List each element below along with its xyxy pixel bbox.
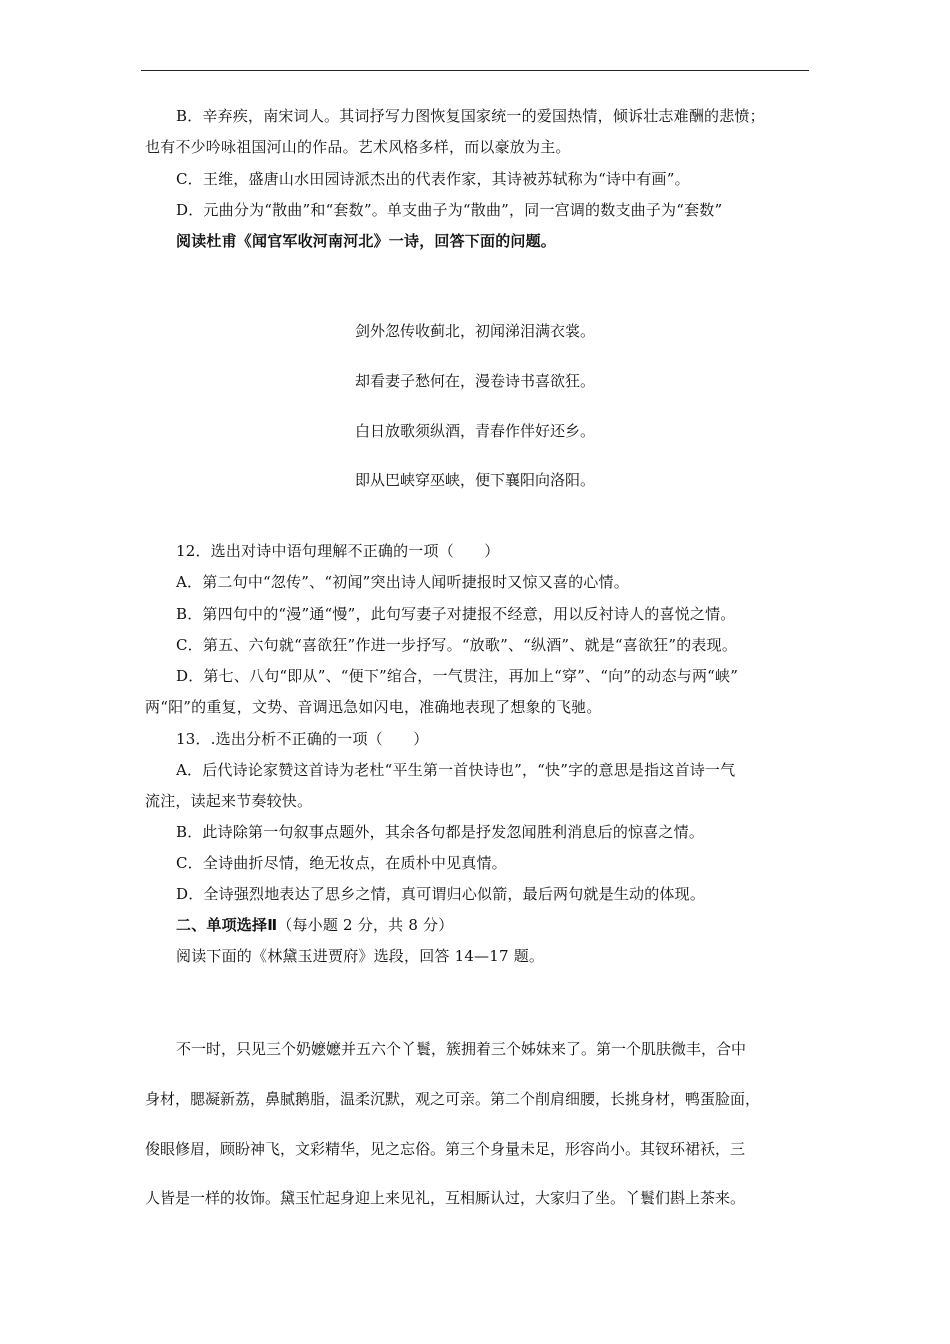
passage-line-3: 俊眼修眉，顾盼神飞，文彩精华，见之忘俗。第三个身量未足，形容尚小。其钗环裙袄，三: [145, 1140, 746, 1158]
option-c: C．王维，盛唐山水田园诗派杰出的代表作家，其诗被苏轼称为“诗中有画”。: [176, 170, 690, 188]
section2-heading: [176, 915, 453, 935]
q13-option-a-line2: 流注，读起来节奏较快。: [145, 792, 313, 810]
poem-line-2: 却看妻子愁何在，漫卷诗书喜欲狂。: [354, 372, 595, 390]
q12-option-d-line1: D．第七、八句“即从”、“便下”绾合，一气贯注，再加上“穿”、“向”的动态与两“峡”: [176, 667, 739, 685]
q13-option-a-line1: A．后代诗论家赞这首诗为老杜“平生第一首快诗也”，“快”字的意思是指这首诗一气: [176, 761, 736, 779]
section2-heading-rest: （每小题 2 分，共 8 分）: [277, 916, 454, 934]
q13-stem: 13．.选出分析不正确的一项（ ）: [176, 730, 429, 748]
section2-instruction: 阅读下面的《林黛玉进贾府》选段，回答 14—17 题。: [176, 947, 545, 965]
q13-option-d: D．全诗强烈地表达了思乡之情，真可谓归心似箭，最后两句就是生动的体现。: [176, 885, 706, 903]
passage-line-1: 不一时，只见三个奶嬷嬷并五六个丫鬟，簇拥着三个姊妹来了。第一个肌肤微丰，合中: [176, 1040, 747, 1058]
header-rule: [141, 70, 809, 71]
q13-option-b: B．此诗除第一句叙事点题外，其余各句都是抒发忽闻胜利消息后的惊喜之情。: [176, 823, 705, 841]
option-b-line1: B．辛弃疾，南宋词人。其词抒写力图恢复国家统一的爱国热情，倾诉壮志难酬的悲愤；: [176, 107, 765, 125]
poem-line-4: 即从巴峡穿巫峡，便下襄阳向洛阳。: [354, 471, 595, 489]
q12-option-b: B．第四句中的“漫”通“慢”，此句写妻子对捷报不经意，用以反衬诗人的喜悦之情。: [176, 605, 736, 623]
q12-option-a: A．第二句中“忽传”、“初闻”突出诗人闻听捷报时又惊又喜的心情。: [176, 573, 629, 591]
poem-line-1: 剑外忽传收蓟北，初闻涕泪满衣裳。: [354, 322, 595, 340]
q12-option-c: C．第五、六句就“喜欲狂”作进一步抒写。“放歌”、“纵酒”、就是“喜欲狂”的表现。: [176, 636, 738, 654]
section2-heading-bold: 二、单项选择Ⅱ: [176, 916, 278, 934]
passage-line-2: 身材，腮凝新荔，鼻腻鹅脂，温柔沉默，观之可亲。第二个削肩细腰，长挑身材，鸭蛋脸面，: [145, 1090, 761, 1108]
passage-line-4: 人皆是一样的妆饰。黛玉忙起身迎上来见礼，互相厮认过，大家归了坐。丫鬟们斟上茶来。: [145, 1189, 746, 1207]
option-b-line2: 也有不少吟咏祖国河山的作品。艺术风格多样，而以豪放为主。: [145, 138, 571, 156]
poem-instruction: 阅读杜甫《闻官军收河南河北》一诗，回答下面的问题。: [176, 232, 557, 250]
poem-line-3: 白日放歌须纵酒，青春作伴好还乡。: [354, 422, 595, 440]
option-d: D．元曲分为“散曲”和“套数”。单支曲子为“散曲”，同一宫调的数支曲子为“套数”: [176, 201, 723, 219]
q12-stem: 12．选出对诗中语句理解不正确的一项（ ）: [176, 542, 500, 560]
q13-option-c: C．全诗曲折尽情，绝无妆点，在质朴中见真情。: [176, 854, 507, 872]
q12-option-d-line2: 两“阳”的重复，文势、音调迅急如闪电，准确地表现了想象的飞驰。: [145, 698, 602, 716]
